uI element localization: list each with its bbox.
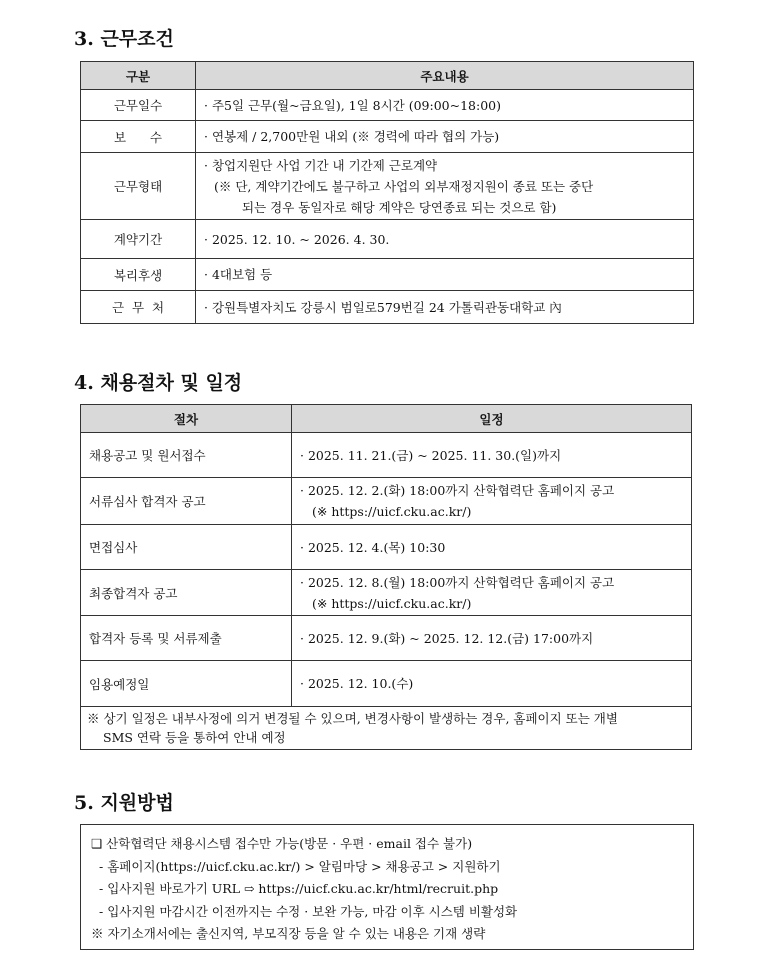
table-row [81,90,694,121]
row-content [196,291,694,324]
content-line: (※ https://uicf.cku.ac.kr/) [312,595,472,611]
table-row [81,121,694,153]
table-row [81,220,694,259]
row-label: 근무일수 [81,90,196,121]
row-content [292,478,692,525]
section-3-title: 3. 근무조건 [74,28,174,50]
section-5-title: 5. 지원방법 [74,792,174,814]
content-line: · 강원특별자치도 강릉시 범일로579번길 24 가톨릭관동대학교 內 [204,299,562,315]
content-line: · 4대보험 등 [204,267,273,282]
application-url-line: - 입사지원 바로가기 URL ⇨ https://uicf.cku.ac.kr/html/recruit.php [99,881,499,896]
application-main-line: ❑ 산학협력단 채용시스템 접수만 가능(방문 · 우편 · email 접수 불가) [91,836,473,851]
table-header-row [81,405,692,433]
row-content [292,433,692,478]
row-content [292,525,692,570]
row-label: 근 무 처 [81,291,196,324]
row-content [196,90,694,121]
row-content [292,616,692,661]
application-deadline-line: - 입사지원 마감시간 이전까지는 수정 · 보완 가능, 마감 이후 시스템 비활성화 [99,903,518,919]
application-homepage-line: - 홈페이지(https://uicf.cku.ac.kr/) > 알림마당 > 채용공고 > 지원하기 [99,858,501,874]
schedule-note [81,707,692,750]
content-line: · 연봉제 / 2,700만원 내외 (※ 경력에 따라 협의 가능) [204,129,500,144]
content-line: (※ 단, 계약기간에도 불구하고 사업의 외부재정지원이 종료 또는 중단 [214,178,594,194]
table-header-row [81,62,694,90]
content-line: · 2025. 12. 9.(화) ~ 2025. 12. 12.(금) 17:00까지 [300,630,594,646]
table-row [81,570,692,616]
content-line: · 2025. 12. 2.(화) 18:00까지 산학협력단 홈페이지 공고 [300,483,615,498]
table-row [81,291,694,324]
row-label: 서류심사 합격자 공고 [81,478,292,525]
row-label: 보 수 [81,121,196,153]
content-line: · 2025. 12. 10.(수) [300,676,414,691]
content-line: · 2025. 12. 4.(목) 10:30 [300,539,446,555]
content-line: (※ https://uicf.cku.ac.kr/) [312,504,472,519]
application-method-box [80,824,694,950]
row-content [196,153,694,220]
table-row [81,153,694,220]
row-content [292,661,692,707]
content-line: · 2025. 12. 10. ~ 2026. 4. 30. [204,231,390,247]
note-line: SMS 연락 등을 통하여 안내 예정 [103,730,286,745]
table-row [81,661,692,707]
recruitment-schedule-table [80,404,692,750]
table-row [81,616,692,661]
row-content [196,259,694,291]
table-row [81,259,694,291]
table-row [81,433,692,478]
content-line: 되는 경우 동일자로 해당 계약은 당연종료 되는 것으로 함) [242,199,557,215]
content-line: · 주5일 근무(월~금요일), 1일 8시간 (09:00~18:00) [204,97,501,113]
table-row [81,525,692,570]
row-label: 계약기간 [81,220,196,259]
header-main-content: 주요내용 [196,62,694,90]
row-content [196,121,694,153]
application-note-line: ※ 자기소개서에는 출신지역, 부모직장 등을 알 수 있는 내용은 기재 생략 [91,926,486,941]
row-label: 복리후생 [81,259,196,291]
row-label: 임용예정일 [81,661,292,707]
work-conditions-table [80,61,694,324]
row-label: 면접심사 [81,525,292,570]
header-schedule: 일정 [292,405,692,433]
row-label: 근무형태 [81,153,196,220]
row-label: 채용공고 및 원서접수 [81,433,292,478]
content-line: · 2025. 12. 8.(월) 18:00까지 산학협력단 홈페이지 공고 [300,574,615,590]
row-label: 합격자 등록 및 서류제출 [81,616,292,661]
header-category: 구분 [81,62,196,90]
content-line: · 창업지원단 사업 기간 내 기간제 근로계약 [204,157,438,173]
content-line: · 2025. 11. 21.(금) ~ 2025. 11. 30.(일)까지 [300,447,562,463]
header-procedure: 절차 [81,405,292,433]
table-row [81,478,692,525]
row-label: 최종합격자 공고 [81,570,292,616]
row-content [196,220,694,259]
section-4-title: 4. 채용절차 및 일정 [74,372,243,394]
schedule-note-row [81,707,692,750]
row-content [292,570,692,616]
note-line: ※ 상기 일정은 내부사정에 의거 변경될 수 있으며, 변경사항이 발생하는 경우, 홈페이지 또는 개별 [87,711,618,726]
